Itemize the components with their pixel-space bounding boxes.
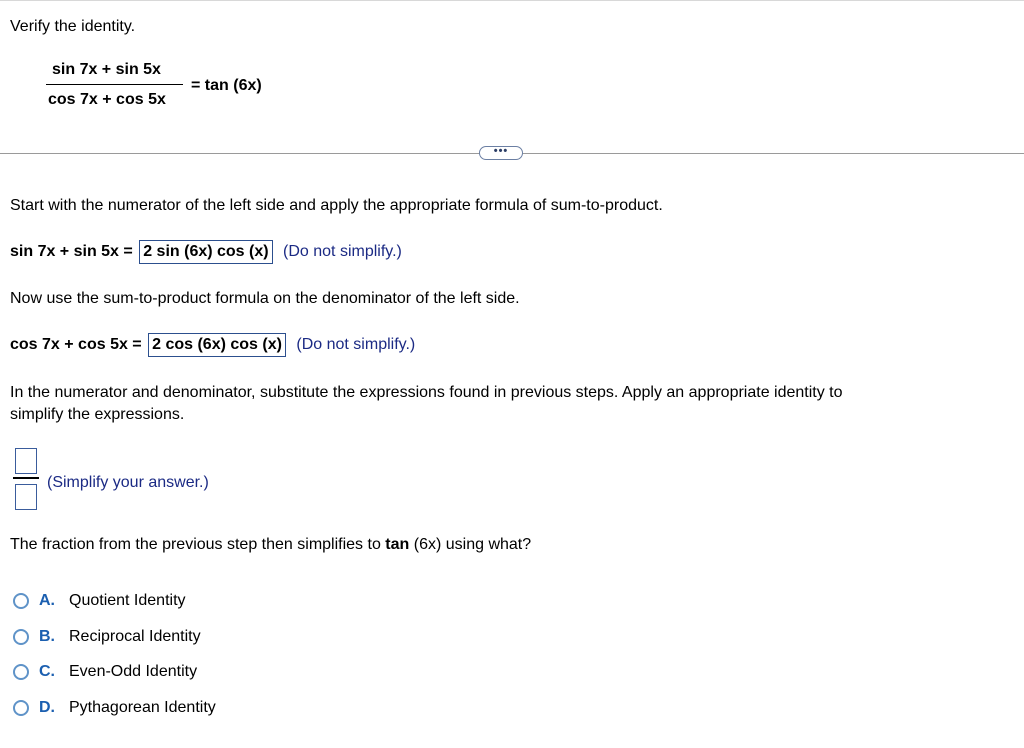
step1-answer-box[interactable]: 2 sin (6x) cos (x) (139, 240, 272, 264)
top-border (0, 0, 1024, 1)
fraction-numerator-input[interactable] (15, 448, 37, 474)
radio-circle-icon[interactable] (13, 593, 29, 609)
option-letter: B. (39, 628, 55, 645)
radio-circle-icon[interactable] (13, 664, 29, 680)
option-letter: A. (39, 592, 55, 609)
step1-lhs: sin 7x + sin 5x = (10, 243, 133, 260)
option-label: Reciprocal Identity (69, 628, 201, 645)
option-a[interactable] (13, 590, 186, 612)
step2-hint: (Do not simplify.) (296, 336, 416, 353)
identity-fraction-bar (46, 84, 183, 85)
radio-circle-icon[interactable] (13, 629, 29, 645)
identity-numerator: sin 7x + sin 5x (52, 61, 161, 78)
step3-instruction-line2: simplify the expressions. (10, 406, 185, 423)
step4-question (10, 536, 531, 554)
answer-fraction-bar (13, 477, 39, 479)
identity-denominator: cos 7x + cos 5x (48, 91, 166, 108)
option-label: Pythagorean Identity (69, 699, 216, 716)
option-d[interactable] (13, 697, 216, 719)
step2-instruction: Now use the sum-to-product formula on the denominator of the left side. (10, 290, 520, 307)
step4-question-prefix: The fraction from the previous step then simplifies to (10, 536, 381, 553)
step3-hint: (Simplify your answer.) (47, 474, 209, 491)
step3-instruction-line1: In the numerator and denominator, substitute the expressions found in previous steps. Apply an appropriate identity to (10, 384, 843, 401)
option-b[interactable] (13, 626, 201, 648)
option-letter: C. (39, 663, 55, 680)
step2-row (10, 333, 415, 357)
step4-question-suffix: (6x) using what? (413, 536, 532, 553)
step4-question-bold: tan (385, 536, 410, 553)
identity-rhs: = tan (6x) (191, 77, 262, 94)
option-label: Quotient Identity (69, 592, 186, 609)
step1-instruction: Start with the numerator of the left side and apply the appropriate formula of sum-to-product. (10, 197, 663, 214)
step1-row (10, 240, 402, 264)
step2-answer-box[interactable]: 2 cos (6x) cos (x) (148, 333, 286, 357)
fraction-denominator-input[interactable] (15, 484, 37, 510)
option-label: Even-Odd Identity (69, 663, 198, 680)
prompt-text: Verify the identity. (10, 18, 136, 35)
option-c[interactable] (13, 661, 197, 683)
option-letter: D. (39, 699, 55, 716)
more-ellipsis-button[interactable]: ••• (479, 146, 523, 160)
step1-hint: (Do not simplify.) (283, 243, 402, 260)
step2-lhs: cos 7x + cos 5x = (10, 336, 142, 353)
radio-circle-icon[interactable] (13, 700, 29, 716)
